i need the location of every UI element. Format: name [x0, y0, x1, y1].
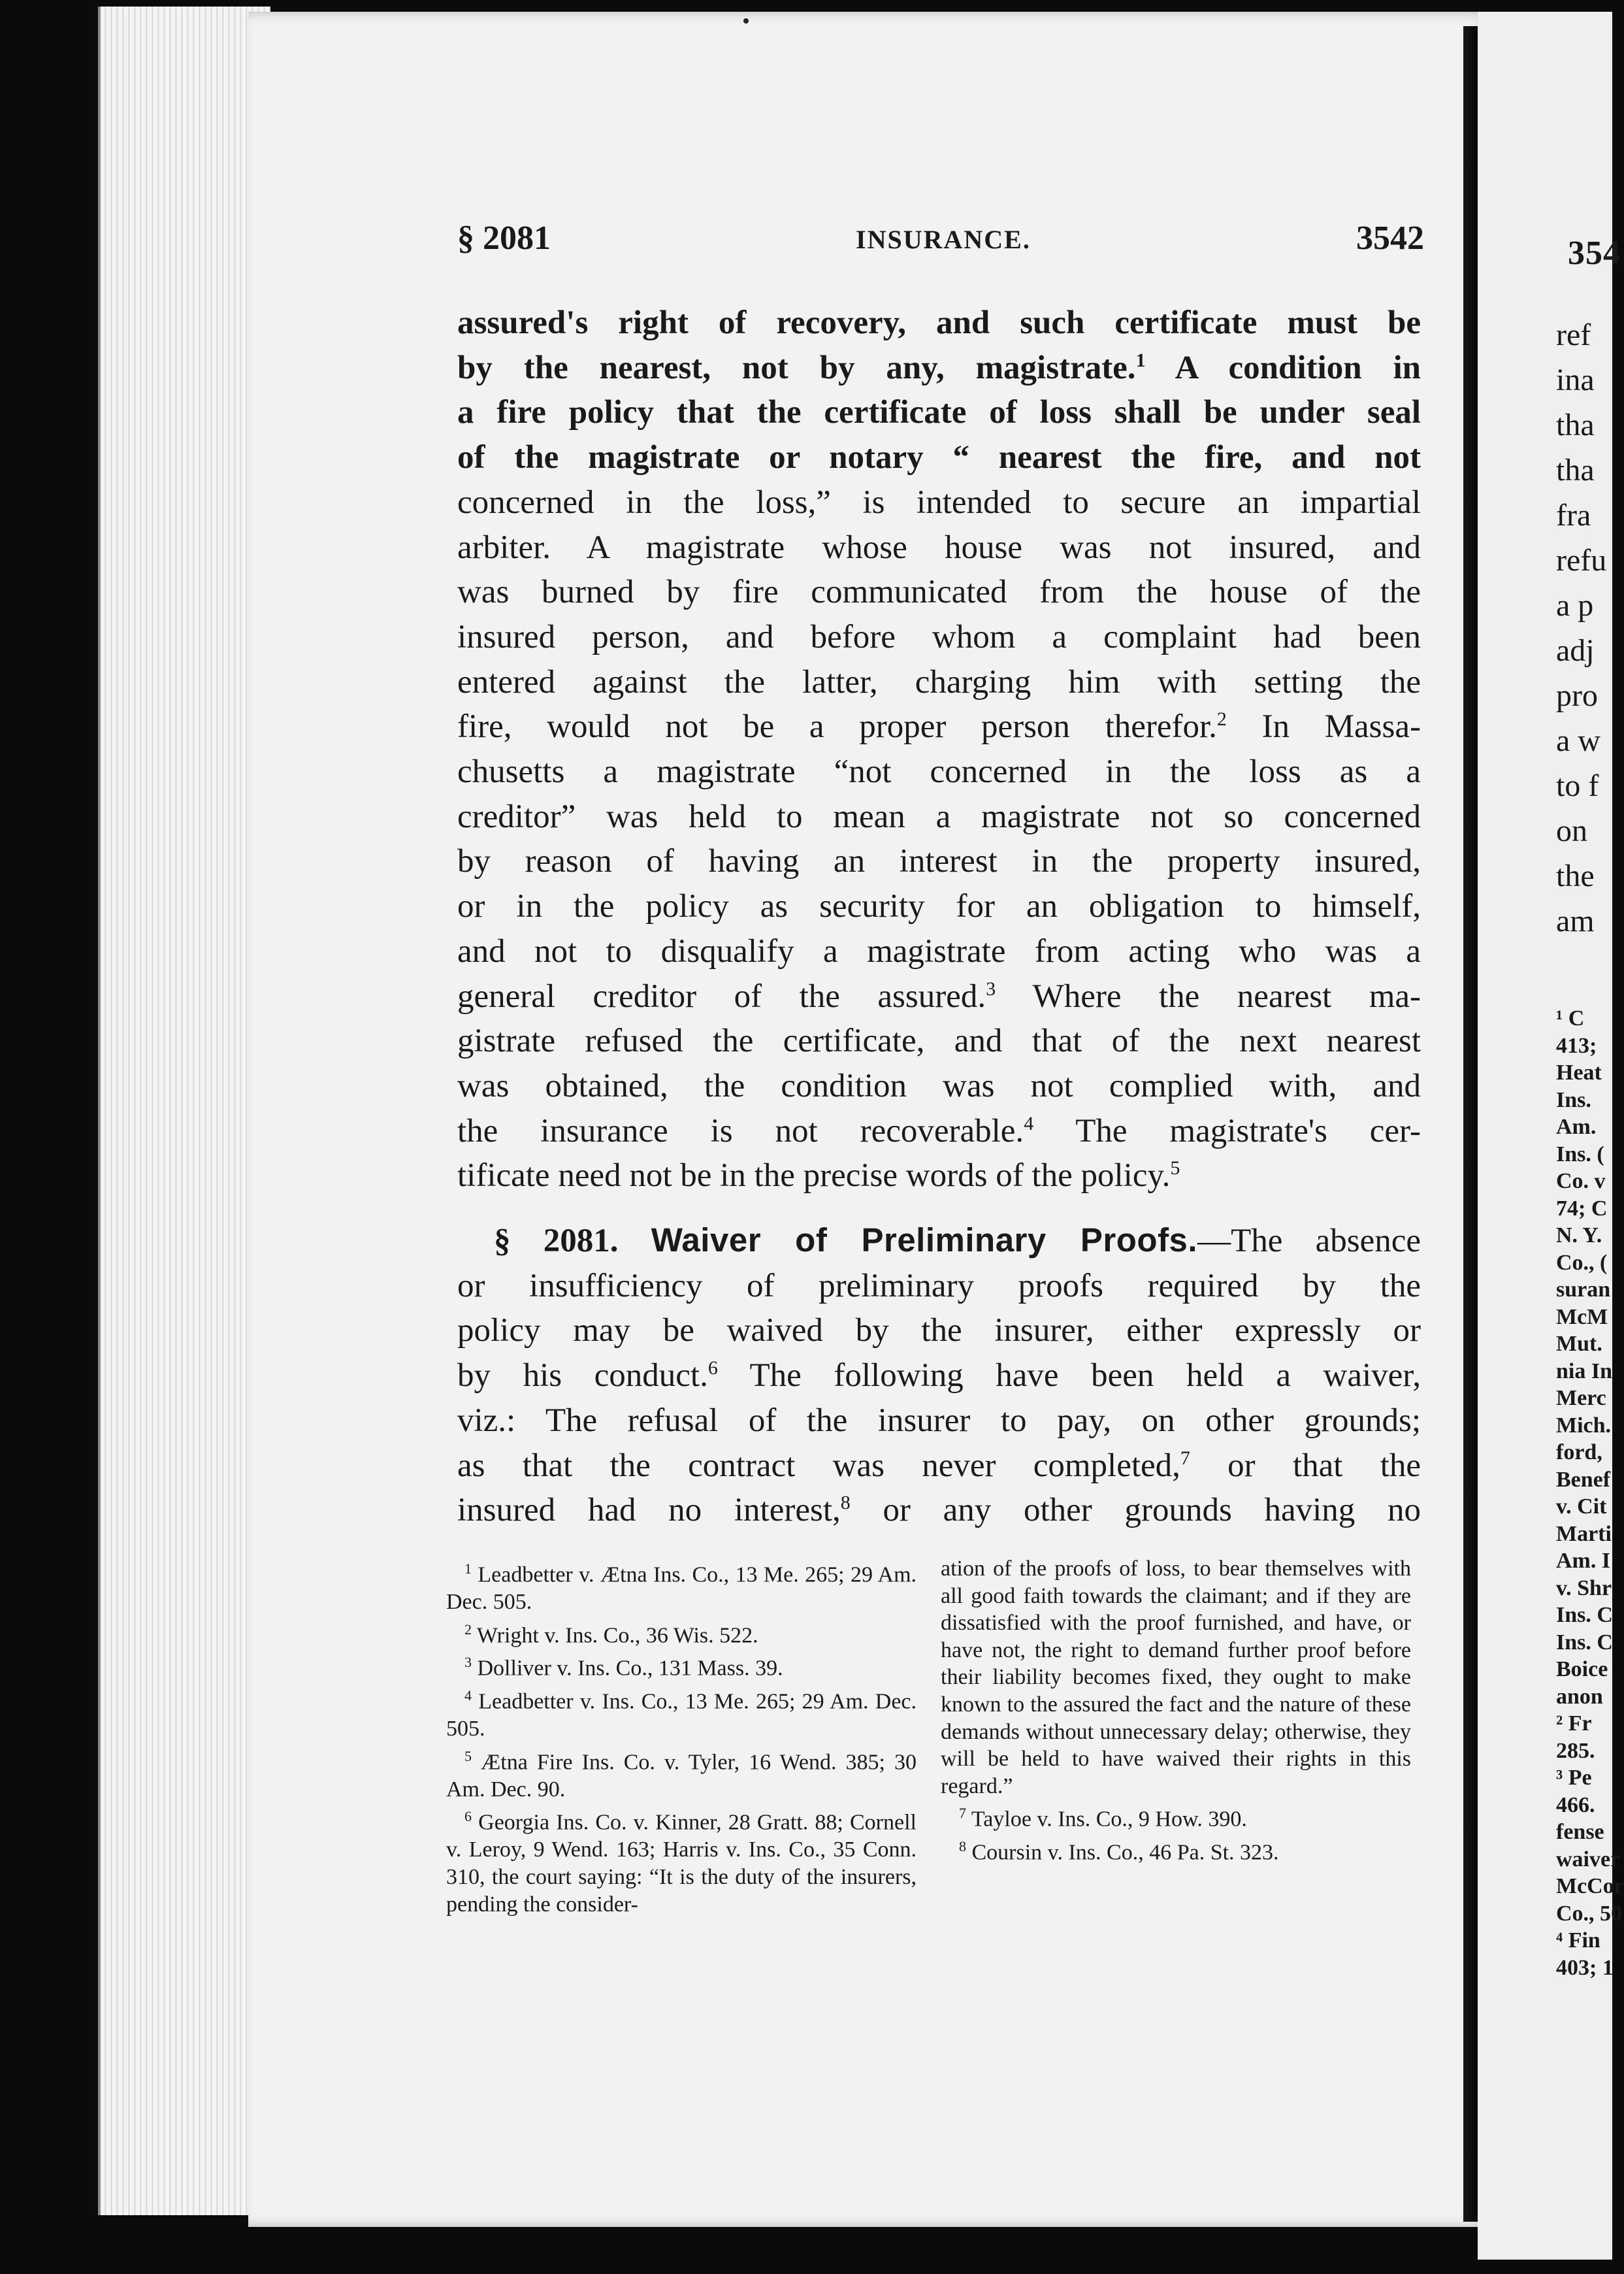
footnote-text: Wright v. Ins. Co., 36 Wis. 522. — [476, 1623, 758, 1647]
facing-page — [1478, 12, 1624, 2260]
footnote — [941, 1800, 1411, 1833]
facing-note: 285. — [1556, 1738, 1595, 1763]
footnote — [941, 1833, 1411, 1866]
facing-line: ina — [1556, 363, 1595, 397]
footnote-mark: 5 — [464, 1747, 472, 1764]
facing-page-text — [1556, 312, 1621, 944]
body-line — [457, 615, 1421, 660]
page-number: 3542 — [1356, 220, 1424, 257]
facing-line: ref — [1556, 318, 1591, 352]
page-edges — [98, 7, 270, 2215]
facing-note: anon — [1556, 1684, 1603, 1709]
footnote-ref: 8 — [840, 1492, 851, 1514]
line-text: arbiter. A magistrate whose house was not insured, and — [457, 529, 1421, 566]
facing-line: refu — [1556, 543, 1607, 578]
line-text: by the nearest, not by any, magistrate. — [457, 349, 1136, 386]
line-text-after: A condition in — [1145, 349, 1421, 386]
line-text-after: Where the nearest ma- — [996, 978, 1421, 1015]
footnote-ref: 1 — [1135, 349, 1146, 371]
running-head — [457, 219, 1424, 265]
facing-note: Ins. C — [1556, 1630, 1613, 1655]
footnote-ref: 3 — [986, 978, 996, 1000]
footnote-text: Ætna Fire Ins. Co. v. Tyler, 16 Wend. 385; 30 Am. Dec. 90. — [446, 1750, 917, 1802]
facing-line: a p — [1556, 588, 1594, 623]
body-line — [457, 1353, 1421, 1398]
footnote-ref: 2 — [1216, 708, 1227, 731]
facing-note: 466. — [1556, 1792, 1595, 1817]
body-line — [457, 1019, 1421, 1064]
footnotes-left — [446, 1555, 917, 1918]
line-text: was burned by fire communicated from the house of the — [457, 574, 1421, 611]
footnote-mark: 2 — [464, 1621, 472, 1638]
facing-note: fense — [1556, 1820, 1604, 1844]
line-text: chusetts a magistrate “not concerned in the loss as a — [457, 753, 1421, 791]
facing-note: Ins. — [1556, 1087, 1591, 1112]
facing-note: 403; 1 — [1556, 1955, 1614, 1980]
section-number: § 2081. — [494, 1223, 651, 1260]
facing-note: McCor — [1556, 1874, 1624, 1898]
line-text: assured's right of recovery, and such certificate must be — [457, 305, 1421, 341]
body-line — [457, 795, 1421, 840]
line-text: insured person, and before whom a complaint had been — [457, 618, 1421, 655]
facing-note: v. Cit — [1556, 1494, 1607, 1519]
footnote — [446, 1649, 917, 1682]
body-line — [457, 480, 1421, 525]
footnote — [446, 1743, 917, 1804]
body-line — [457, 435, 1421, 480]
footnote-ref: 4 — [1024, 1112, 1034, 1134]
facing-note: Heat — [1556, 1061, 1602, 1085]
running-head-title: INSURANCE. — [856, 225, 1031, 254]
facing-note: suran — [1556, 1277, 1611, 1302]
paragraph-gap — [457, 1198, 1421, 1218]
line-text-after: or that the — [1190, 1447, 1421, 1484]
facing-note: ford, — [1556, 1440, 1602, 1464]
facing-note: Ins. C — [1556, 1603, 1613, 1627]
footnote — [446, 1682, 917, 1743]
facing-page-notes — [1556, 1005, 1624, 1981]
body-line — [457, 301, 1421, 346]
line-text: creditor” was held to mean a magistrate not so concerned — [457, 798, 1421, 835]
body-line — [457, 1109, 1421, 1154]
footnote-text: Georgia Ins. Co. v. Kinner, 28 Gratt. 88; Cornell v. Leroy, 9 Wend. 163; Harris v. Ins. Co., 35 Conn. 310, the court saying: “It is the duty of the insurers, pending the consider- — [446, 1810, 917, 1917]
facing-line: fra — [1556, 498, 1591, 533]
facing-note: ³ Pe — [1556, 1766, 1592, 1790]
facing-line: on — [1556, 814, 1587, 848]
line-text: insured had no interest, — [457, 1492, 841, 1529]
footnote — [446, 1803, 917, 1918]
facing-note: Marti — [1556, 1521, 1612, 1546]
line-text: or insufficiency of preliminary proofs required by the — [457, 1267, 1421, 1304]
footnote-mark: 6 — [464, 1808, 472, 1825]
facing-note: ⁴ Fin — [1556, 1928, 1600, 1953]
footnotes-right — [941, 1555, 1411, 1866]
facing-line: pro — [1556, 678, 1598, 713]
line-text: as that the contract was never completed, — [457, 1447, 1180, 1484]
facing-line: am — [1556, 904, 1595, 938]
body-line — [457, 1308, 1421, 1353]
facing-note: ² Fr — [1556, 1711, 1592, 1736]
footnote-text: Leadbetter v. Ætna Ins. Co., 13 Me. 265; 29 Am. Dec. 505. — [446, 1562, 917, 1614]
facing-note: 74; C — [1556, 1196, 1608, 1221]
speck — [743, 18, 749, 24]
section-heading-rest: —The absence — [1197, 1223, 1421, 1260]
body-line — [457, 1264, 1421, 1309]
facing-note: Mut. — [1556, 1332, 1602, 1356]
line-text: fire, would not be a proper person therefor. — [457, 708, 1217, 746]
line-text: or in the policy as security for an obligation to himself, — [457, 888, 1421, 925]
footnote-text: Tayloe v. Ins. Co., 9 How. 390. — [971, 1807, 1247, 1832]
line-text: and not to disqualify a magistrate from acting who was a — [457, 932, 1421, 970]
line-text: the insurance is not recoverable. — [457, 1112, 1024, 1149]
body-line — [457, 704, 1421, 750]
footnote-mark: 3 — [464, 1654, 472, 1671]
facing-note: nia In — [1556, 1359, 1612, 1383]
line-text: general creditor of the assured. — [457, 978, 986, 1015]
facing-line: to f — [1556, 768, 1599, 803]
footnote-ref: 5 — [1170, 1157, 1180, 1179]
facing-note: waiver — [1556, 1847, 1621, 1871]
facing-note: Co. v — [1556, 1169, 1606, 1193]
facing-note: N. Y. — [1556, 1223, 1602, 1247]
footnote — [941, 1555, 1411, 1800]
body-text — [457, 301, 1421, 1533]
facing-page-number: 354 — [1568, 235, 1621, 272]
line-text: by reason of having an interest in the property insured, — [457, 843, 1421, 880]
body-line — [457, 660, 1421, 705]
footnote-text: Leadbetter v. Ins. Co., 13 Me. 265; 29 Am. Dec. 505. — [446, 1689, 917, 1741]
body-line — [457, 839, 1421, 884]
line-text: was obtained, the condition was not complied with, and — [457, 1067, 1421, 1104]
section-heading-line — [457, 1218, 1421, 1264]
body-line — [457, 884, 1421, 929]
facing-note: Am. I — [1556, 1549, 1611, 1573]
footnote-ref: 6 — [707, 1357, 718, 1379]
footnote-ref: 7 — [1180, 1447, 1190, 1469]
line-text: entered against the latter, charging him with setting the — [457, 663, 1421, 700]
body-line — [457, 570, 1421, 615]
facing-note: McM — [1556, 1304, 1608, 1329]
line-text: concerned in the loss,” is intended to secure an impartial — [457, 484, 1421, 521]
body-line — [457, 974, 1421, 1019]
facing-line: adj — [1556, 633, 1595, 668]
facing-line: tha — [1556, 453, 1595, 487]
footnote-text: Dolliver v. Ins. Co., 131 Mass. 39. — [477, 1656, 783, 1681]
facing-note: Mich. — [1556, 1413, 1612, 1438]
line-text: of the magistrate or notary “ nearest the fire, and not — [457, 439, 1421, 476]
footnote — [446, 1555, 917, 1616]
line-text-after: The magistrate's cer- — [1033, 1112, 1421, 1149]
facing-note: Co., 50 — [1556, 1901, 1623, 1926]
footnote-mark: 7 — [959, 1805, 966, 1822]
facing-line: a w — [1556, 723, 1600, 758]
body-line — [457, 1443, 1421, 1489]
footnote-text: Coursin v. Ins. Co., 46 Pa. St. 323. — [971, 1840, 1279, 1865]
facing-note: Merc — [1556, 1386, 1606, 1410]
facing-note: 413; — [1556, 1033, 1597, 1058]
line-text-after: or any other grounds having no — [850, 1492, 1421, 1529]
body-line — [457, 929, 1421, 974]
footnote-text: ation of the proofs of loss, to bear themselves with all good faith towards the claimant; and if they are dissatisfied with the proof furnished, and have, or have not, the right to demand further proof before their liability becomes fixed, they ought to make known to the assured the fact and the nature of these demands without unnecessary delay; otherwise, they will be held to have waived their rights in this regard.” — [941, 1557, 1411, 1798]
body-line — [457, 1153, 1421, 1198]
facing-note: Am. — [1556, 1115, 1597, 1139]
running-head-section: § 2081 — [457, 220, 551, 257]
facing-note: Ins. ( — [1556, 1142, 1604, 1166]
line-text: a fire policy that the certificate of loss shall be under seal — [457, 394, 1421, 431]
facing-note: Boice — [1556, 1657, 1608, 1681]
line-text: viz.: The refusal of the insurer to pay, on other grounds; — [457, 1402, 1421, 1439]
line-text: tificate need not be in the precise words of the policy. — [457, 1157, 1171, 1195]
footnote — [446, 1616, 917, 1649]
body-line — [457, 1398, 1421, 1443]
line-text: gistrate refused the certificate, and that of the next nearest — [457, 1023, 1421, 1060]
body-line — [457, 525, 1421, 570]
line-text-after: In Massa- — [1226, 708, 1421, 746]
body-line — [457, 346, 1421, 391]
footnote-mark: 8 — [959, 1838, 966, 1855]
facing-note: v. Shr — [1556, 1575, 1612, 1600]
line-text: by his conduct. — [457, 1357, 708, 1394]
section-heading: Waiver of Preliminary Proofs. — [651, 1221, 1198, 1259]
line-text: policy may be waived by the insurer, either expressly or — [457, 1312, 1421, 1349]
line-text-after: The following have been held a waiver, — [717, 1357, 1421, 1394]
facing-line: the — [1556, 859, 1595, 893]
body-line — [457, 1064, 1421, 1109]
footnote-mark: 1 — [464, 1560, 472, 1577]
body-line — [457, 750, 1421, 795]
facing-note: ¹ C — [1556, 1006, 1585, 1030]
footnote-mark: 4 — [464, 1687, 472, 1704]
facing-note: Co., ( — [1556, 1250, 1608, 1275]
facing-line: tha — [1556, 408, 1595, 442]
body-line — [457, 1488, 1421, 1533]
body-line — [457, 390, 1421, 435]
facing-note: Benef — [1556, 1467, 1611, 1492]
